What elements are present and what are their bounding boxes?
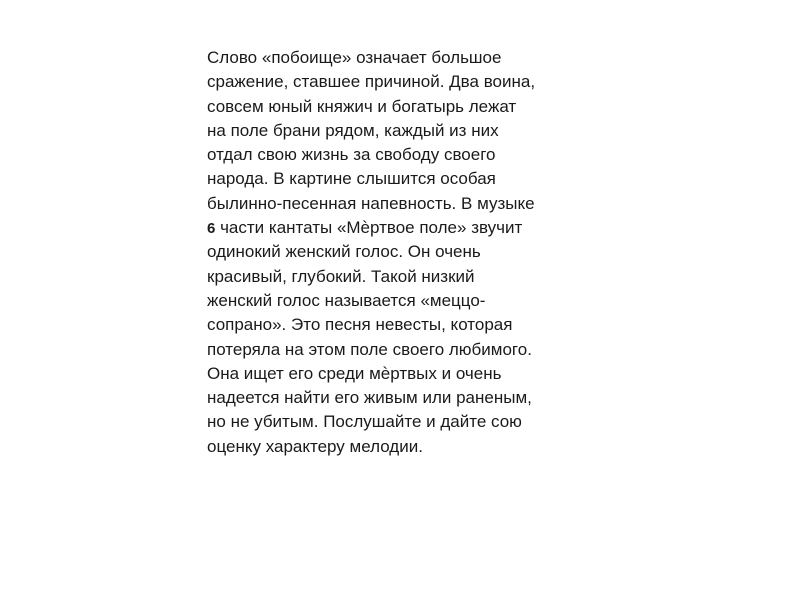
text-line: одинокий женский голос. Он очень	[207, 242, 481, 262]
text-line: но не убитым. Послушайте и дайте сою	[207, 412, 522, 432]
text-line	[207, 216, 607, 240]
text-line: сопрано». Это песня невесты, которая	[207, 315, 513, 335]
text-line: Слово «побоище» означает большое	[207, 48, 502, 67]
text-line: надеется найти его живым или раненым,	[207, 388, 532, 408]
part-number: 6	[207, 220, 216, 238]
text-line: Она ищет его среди мѐртвых и очень	[207, 363, 502, 383]
text-line: красивый, глубокий. Такой низкий	[207, 266, 475, 286]
text-line: народа. В картине слышится особая	[207, 169, 496, 189]
body-text	[207, 46, 607, 459]
text-line: отдал свою жизнь за свободу своего	[207, 145, 496, 165]
text-line: сражение, ставшее причиной. Два воина,	[207, 72, 536, 92]
text-line: совсем юный княжич и богатырь лежат	[207, 96, 517, 116]
text-line: оценку характеру мелодии.	[207, 436, 423, 456]
text-line: женский голос называется «меццо-	[207, 290, 486, 310]
text-line: на поле брани рядом, каждый из них	[207, 120, 499, 140]
text-line: потеряла на этом поле своего любимого.	[207, 339, 532, 359]
text-line: былинно-песенная напевность. В музыке	[207, 193, 535, 213]
text-line-rest: части кантаты «Мѐртвое поле» звучит	[215, 218, 523, 238]
